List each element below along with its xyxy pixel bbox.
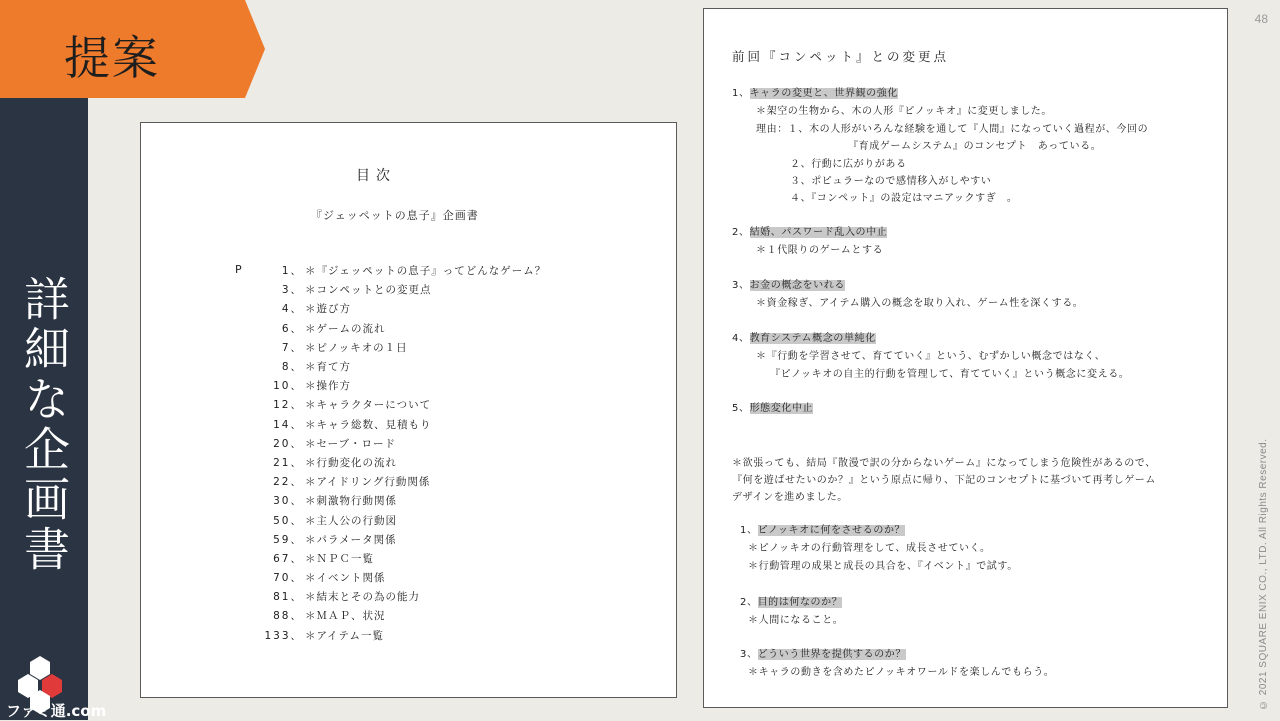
toc-page-number: 10、 <box>273 380 303 393</box>
toc-entry-text: ＊遊び方 <box>305 303 351 316</box>
toc-page-number: 30、 <box>273 495 303 508</box>
toc-item <box>233 472 546 491</box>
toc-entry-text: ＊『ジェッペットの息子』ってどんなゲーム？ <box>305 265 547 278</box>
section-number: 5、 <box>732 403 750 414</box>
toc-page-number: 12、 <box>273 399 303 412</box>
toc-item <box>233 568 546 587</box>
toc-page-number: 88、 <box>273 610 303 623</box>
toc-entry-text: ＊育て方 <box>305 361 351 374</box>
section-number: 1、 <box>732 88 750 99</box>
toc-item <box>233 415 546 434</box>
toc-page-label: P <box>235 263 242 276</box>
toc-page-number: 4、 <box>281 303 303 316</box>
section-1-line: 『育成ゲームシステム』のコンセプト あっている。 <box>848 141 1102 152</box>
toc-entry-text: ＊操作方 <box>305 380 351 393</box>
toc-entry-text: ＊主人公の行動図 <box>305 514 397 527</box>
toc-entry-text: ＊ピノッキオの１日 <box>305 341 408 354</box>
toc-entry-text: ＊刺激物行動関係 <box>305 495 397 508</box>
highlighted-heading: 形態変化中止 <box>749 403 814 414</box>
section-4-line: ＊『行動を学習させて、育てていく』という、むずかしい概念ではなく、 <box>756 351 1106 362</box>
toc-entry-text: ＊パラメータ関係 <box>305 533 397 546</box>
section-5-heading <box>732 399 813 414</box>
section-3-heading <box>732 276 845 291</box>
toc-item <box>233 280 546 299</box>
concept-3-heading <box>740 645 906 660</box>
section-number: 4、 <box>732 333 750 344</box>
toc-item <box>233 357 546 376</box>
toc-item <box>233 376 546 395</box>
paragraph-line: デザインを進めました。 <box>732 492 848 503</box>
toc-page-number: 81、 <box>273 591 303 604</box>
section-1-line: ＊架空の生物から、木の人形『ピノッキオ』に変更しました。 <box>756 106 1052 117</box>
section-1-line: ２、行動に広がりがある <box>790 159 907 170</box>
toc-item <box>233 626 546 645</box>
toc-page-number: 21、 <box>273 456 303 469</box>
toc-page-number: 7、 <box>281 341 303 354</box>
toc-page-number: 133、 <box>264 629 303 642</box>
logo-text: ファミ通.com <box>6 702 107 720</box>
copyright-notice: © 2021 SQUARE ENIX CO., LTD. All Rights Reserved. <box>1258 438 1269 710</box>
highlighted-heading: 結婚、パスワード乱入の中止 <box>749 227 888 238</box>
toc-item <box>233 510 546 529</box>
toc-entry-text: ＊行動変化の流れ <box>305 456 397 469</box>
toc-page-number: 1、 <box>281 265 303 278</box>
toc-item <box>233 530 546 549</box>
section-number: 3、 <box>732 280 750 291</box>
toc-page-number: 70、 <box>273 572 303 585</box>
toc-page-number: 6、 <box>281 322 303 335</box>
toc-heading: 目次 <box>356 168 396 184</box>
toc-item <box>233 587 546 606</box>
toc-item <box>233 261 546 280</box>
toc-page-number: 14、 <box>273 418 303 431</box>
highlighted-heading: お金の概念をいれる <box>749 280 845 291</box>
page-number: 48 <box>1254 12 1268 26</box>
toc-subtitle: 『ジェッペットの息子』企画書 <box>311 209 479 222</box>
toc-entry-text: ＊ゲームの流れ <box>305 322 386 335</box>
toc-document <box>140 122 677 698</box>
section-1-line: ３、ポピュラーなので感情移入がしやすい <box>790 176 992 187</box>
section-4-heading <box>732 329 876 344</box>
section-1-line: ４、『コンペット』の設定はマニアックすぎ 。 <box>790 193 1018 204</box>
toc-entry-text: ＊キャラ総数、見積もり <box>305 418 432 431</box>
concept-3-line: ＊キャラの動きを含めたピノッキオワールドを楽しんでもらう。 <box>748 667 1055 678</box>
changes-title: 前回『コンペット』との変更点 <box>732 49 950 64</box>
toc-entry-text: ＊ＭＡＰ、状況 <box>305 610 386 623</box>
slide-title: 提案 <box>64 31 160 85</box>
toc-entry-text: ＊キャラクターについて <box>305 399 432 412</box>
toc-item <box>233 453 546 472</box>
section-1-line: 理由：１、木の人形がいろんな経験を通して『人間』になっていく過程が、今回の <box>756 124 1149 135</box>
toc-entry-text: ＊アイテム一覧 <box>305 629 385 642</box>
toc-page-number: 3、 <box>281 284 303 297</box>
concept-2-line: ＊人間になること。 <box>748 615 844 626</box>
section-2-heading <box>732 223 887 238</box>
side-title: 詳細な企画書 <box>17 275 71 575</box>
highlighted-heading: ピノッキオに何をさせるのか？ <box>757 525 906 536</box>
toc-item <box>233 606 546 625</box>
concept-2-heading <box>740 593 842 608</box>
toc-entry-text: ＊結末とその為の能力 <box>305 591 420 604</box>
paragraph-line: 『何を遊ばせたいのか？』という原点に帰り、下記のコンセプトに基づいて再考しゲーム <box>732 475 1156 486</box>
concept-number: 2、 <box>740 597 758 608</box>
changes-document <box>703 8 1228 708</box>
toc-item <box>233 491 546 510</box>
toc-entry-text: ＊コンペットとの変更点 <box>305 284 432 297</box>
concept-number: 3、 <box>740 649 758 660</box>
toc-page-number: 22、 <box>273 476 303 489</box>
section-3-line: ＊資金稼ぎ、アイテム購入の概念を取り入れ、ゲーム性を深くする。 <box>756 298 1084 309</box>
toc-entry-text: ＊ＮＰＣ一覧 <box>305 552 374 565</box>
toc-entry-text: ＊アイドリング行動関係 <box>305 476 431 489</box>
highlighted-heading: 目的は何なのか？ <box>757 597 843 608</box>
highlighted-heading: どういう世界を提供するのか？ <box>757 649 906 660</box>
toc-page-number: 8、 <box>281 361 303 374</box>
toc-page-number: 20、 <box>273 437 303 450</box>
concept-1-heading <box>740 521 905 536</box>
toc-entry-text: ＊イベント関係 <box>305 572 386 585</box>
toc-item <box>233 434 546 453</box>
toc-item <box>233 395 546 414</box>
highlighted-heading: 教育システム概念の単純化 <box>749 333 876 344</box>
toc-list <box>233 261 546 645</box>
concept-number: 1、 <box>740 525 758 536</box>
toc-page-number: 50、 <box>273 514 303 527</box>
toc-item <box>233 319 546 338</box>
toc-item <box>233 549 546 568</box>
toc-item <box>233 299 546 318</box>
toc-item <box>233 338 546 357</box>
toc-page-number: 59、 <box>273 533 303 546</box>
concept-1-line: ＊行動管理の成果と成長の具合を、『イベント』で試す。 <box>748 561 1018 572</box>
section-number: 2、 <box>732 227 750 238</box>
toc-page-number: 67、 <box>273 552 303 565</box>
highlighted-heading: キャラの変更と、世界観の強化 <box>749 88 898 99</box>
concept-1-line: ＊ピノッキオの行動管理をして、成長させていく。 <box>748 543 991 554</box>
section-1-heading <box>732 84 898 99</box>
section-2-line: ＊１代限りのゲームとする <box>756 245 884 256</box>
toc-entry-text: ＊セーブ・ロード <box>305 437 397 450</box>
paragraph-line: ＊欲張っても、結局『散漫で訳の分からないゲーム』になってしまう危険性があるので、 <box>732 458 1156 469</box>
section-4-line: 『ピノッキオの自主的行動を管理して、育てていく』という概念に変える。 <box>770 369 1130 380</box>
